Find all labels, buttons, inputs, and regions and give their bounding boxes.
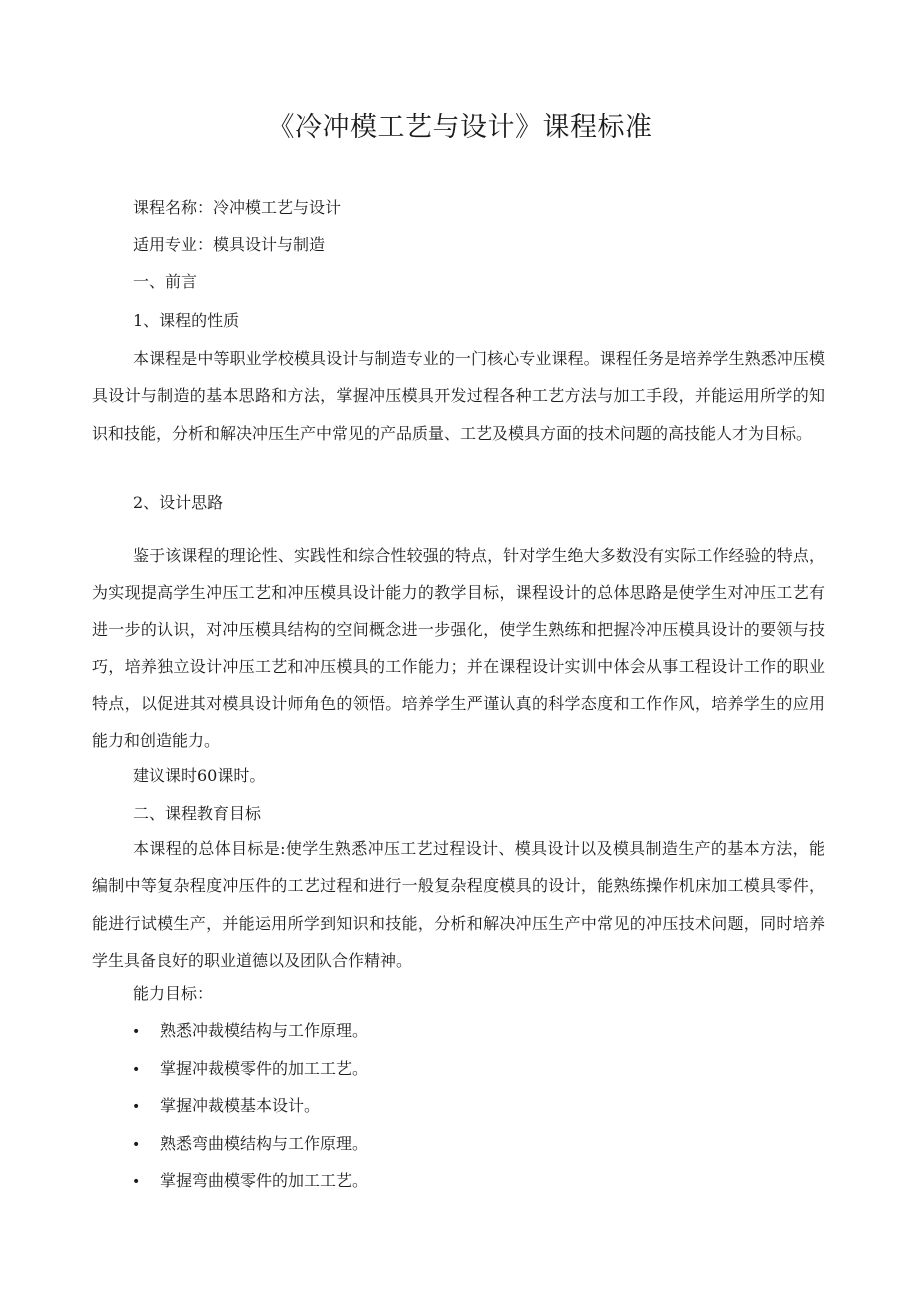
bullet-icon: • [132,1099,141,1115]
subheading-course-nature: 1、课程的性质 [133,311,240,330]
list-item [132,1087,368,1125]
list-item-text: 掌握冲裁模基本设计。 [160,1096,321,1115]
list-item-text: 熟悉弯曲模结构与工作原理。 [160,1133,369,1153]
ability-heading: 能力目标： [133,984,214,1003]
section-heading-preface: 一、前言 [133,272,198,291]
major-line: 适用专业：模具设计与制造 [133,235,326,254]
list-item-text: 熟悉冲裁模结构与工作原理。 [160,1021,369,1040]
section-heading-objectives: 二、课程教育目标 [133,804,262,823]
list-item [132,1012,368,1050]
paragraph-design-idea: 鉴于该课程的理论性、实践性和综合性较强的特点，针对学生绝大多数没有实际工作经验的特点，为实现提高学生冲压工艺和冲压模具设计能力的教学目标，课程设计的总体思路是使学生对冲压工艺有进一步的认识，对冲压模具结构的空间概念进一步强化，使学生熟练和把握冷冲压模具设计的要领与技巧，培养独立设计冲压工艺和冲压模具的工作能力；并在课程设计实训中体会从事工程设计工作的职业特点，以促进其对模具设计师角色的领悟。培养学生严谨认真的科学态度和工作作风，培养学生的应用能力和创造能力。 [92,546,825,750]
list-item-text: 掌握冲裁模零件的加工工艺。 [160,1058,369,1078]
bullet-icon: • [132,1061,141,1078]
list-item-text: 掌握弯曲模零件的加工工艺。 [160,1171,369,1190]
bullet-icon: • [132,1136,141,1153]
course-name-line: 课程名称：冷冲模工艺与设计 [133,198,342,217]
list-item [132,1050,368,1088]
ability-list [132,1012,368,1200]
bullet-icon: • [132,1024,141,1040]
paragraph-course-nature: 本课程是中等职业学校模具设计与制造专业的一门核心专业课程。课程任务是培养学生熟悉冲压模具设计与制造的基本思路和方法，掌握冲压模具开发过程各种工艺方法与加工手段，并能运用所学的知识和技能，分析和解决冲压生产中常见的产品质量、工艺及模具方面的技术问题的高技能人才为目标。 [92,349,825,443]
list-item [132,1162,368,1200]
bullet-icon: • [132,1174,141,1190]
subheading-design-idea: 2、设计思路 [133,493,224,512]
list-item [132,1125,368,1163]
document-title: 《冷冲模工艺与设计》课程标准 [267,112,653,143]
suggested-hours-line: 建议课时60课时。 [133,766,266,785]
paragraph-objectives: 本课程的总体目标是:使学生熟悉冲压工艺过程设计、模具设计以及模具制造生产的基本方法，能编制中等复杂程度冲压件的工艺过程和进行一般复杂程度模具的设计，能熟练操作机床加工模具零件，能进行试模生产，并能运用所学到知识和技能，分析和解决冲压生产中常见的冲压技术问题，同时培养学生具备良好的职业道德以及团队合作精神。 [92,839,825,971]
